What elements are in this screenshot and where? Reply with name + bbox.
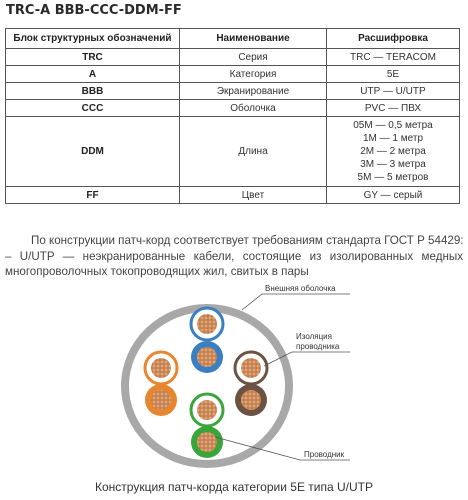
conductor	[197, 432, 217, 452]
label-outer-sheath: Внешняя оболочка	[265, 284, 336, 293]
table-cell-code: DDM	[6, 117, 180, 187]
table-row	[6, 49, 460, 66]
table-cell-name: Серия	[180, 49, 327, 66]
length-option: 2M — 2 метра	[360, 146, 426, 157]
label-conductor: Проводник	[304, 450, 345, 459]
table-cell-value: TRC — TERACOM	[327, 49, 460, 66]
utp-description: – U/UTP — неэкранированные кабели, состоящие из изолированных медных многопроволочных токопроводящих жил, свитых в пары	[5, 250, 463, 278]
table-row	[6, 187, 460, 204]
conductor	[197, 347, 217, 367]
table-header-row	[6, 29, 460, 49]
label-insulation: Изоляция	[296, 332, 332, 341]
conductor	[151, 358, 171, 378]
table-row	[6, 66, 460, 83]
table-cell-value: PVC — ПВХ	[327, 100, 460, 117]
table-cell-code: BBB	[6, 83, 180, 100]
conductor	[151, 390, 171, 410]
table-row	[6, 100, 460, 117]
table-cell-code: A	[6, 66, 180, 83]
length-option: 1M — 1 метр	[362, 133, 424, 144]
leader-outer-sheath	[242, 294, 350, 310]
length-option: 5M — 5 метров	[357, 172, 429, 183]
standard-paragraph: По конструкции патч-корд соответствует требованиям стандарта ГОСТ Р 54429:	[31, 234, 464, 247]
table-cell-code: FF	[6, 187, 180, 204]
table-cell-name: Цвет	[180, 187, 327, 204]
column-header: Расшифровка	[327, 29, 460, 49]
table-row	[6, 83, 460, 100]
table-cell-value: 5E	[327, 66, 460, 83]
table-row	[6, 117, 460, 187]
table-cell-value: GY — серый	[327, 187, 460, 204]
conductor	[197, 314, 217, 334]
table-cell-name: Оболочка	[180, 100, 327, 117]
conductor	[241, 390, 261, 410]
table-cell-name: Длина	[180, 117, 327, 187]
table-cell-length-values	[327, 117, 460, 187]
conductor	[241, 358, 261, 378]
column-header: Блок структурных обозначений	[6, 29, 180, 49]
length-option: 05M — 0,5 метра	[353, 120, 433, 131]
page-heading: TRC-A BBB-CCC-DDM-FF	[6, 3, 182, 18]
cable-cross-section-diagram	[0, 280, 468, 480]
table-cell-code: TRC	[6, 49, 180, 66]
table-cell-name: Категория	[180, 66, 327, 83]
table-cell-name: Экранирование	[180, 83, 327, 100]
table-cell-code: CCC	[6, 100, 180, 117]
table-cell-value: UTP — U/UTP	[327, 83, 460, 100]
label-insulation-2: проводника	[296, 342, 340, 351]
designation-table	[5, 28, 460, 204]
diagram-caption: Конструкция патч-корда категории 5E типа U/UTP	[95, 480, 373, 494]
length-option: 3M — 3 метра	[360, 159, 426, 170]
column-header: Наименование	[180, 29, 327, 49]
conductor	[197, 400, 217, 420]
